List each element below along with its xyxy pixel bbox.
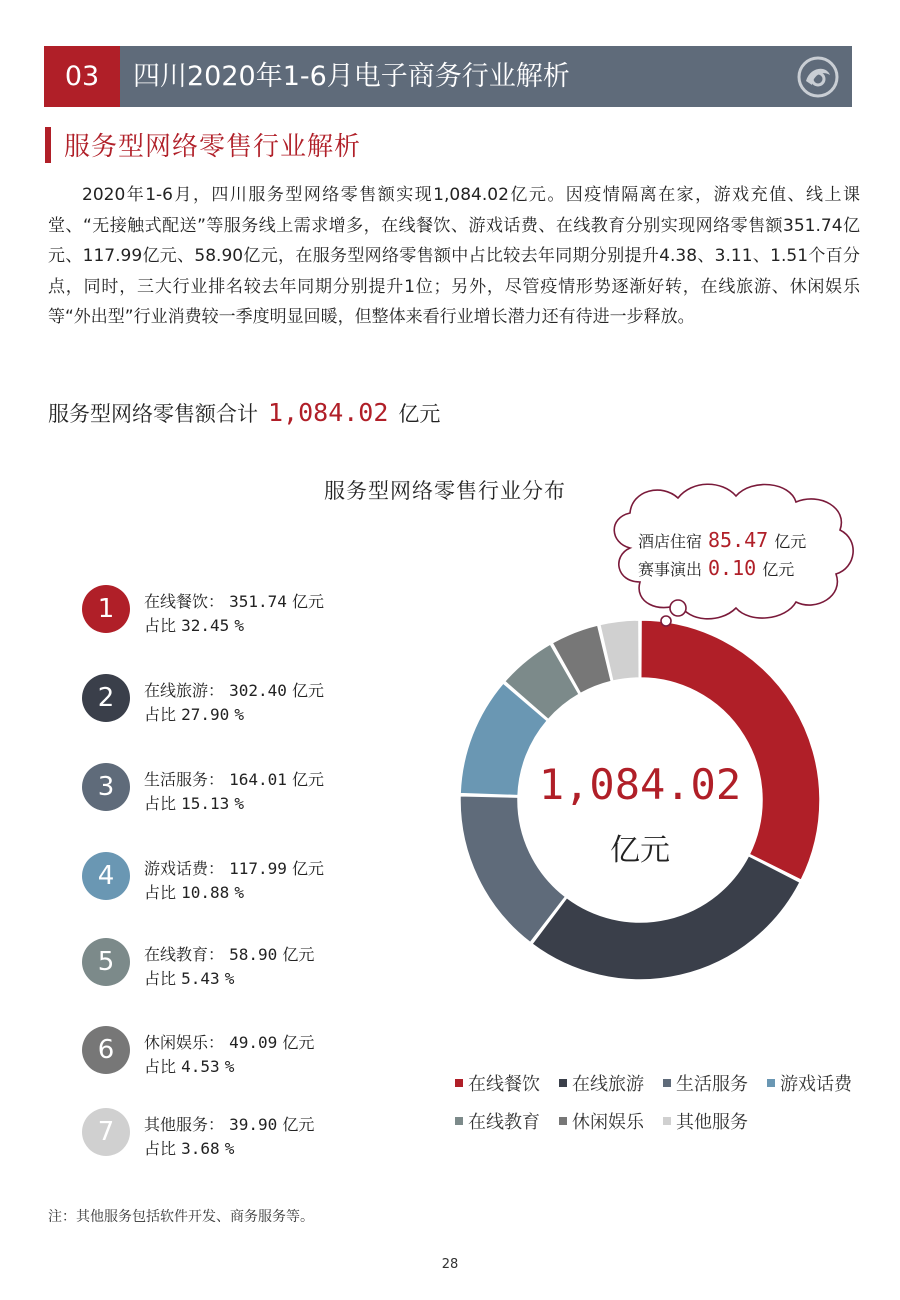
legend-item: 在线教育 <box>455 1108 540 1134</box>
rank-pct: 32.45 <box>181 616 230 635</box>
rank-name: 休闲娱乐： <box>144 1033 225 1052</box>
rank-unit: 亿元 <box>292 770 325 789</box>
rank-name: 在线旅游： <box>144 681 225 700</box>
rank-name-line <box>144 767 324 790</box>
rank-pct: 15.13 <box>181 794 230 813</box>
rank-name: 游戏话费： <box>144 859 225 878</box>
rank-pct-unit: % <box>234 794 245 813</box>
rank-pct-unit: % <box>234 705 245 724</box>
rank-pct-label: 占比 <box>144 969 177 988</box>
rank-value: 351.74 <box>229 592 287 611</box>
legend-swatch <box>767 1079 775 1087</box>
callout-unit: 亿元 <box>762 560 795 579</box>
rank-pct-label: 占比 <box>144 883 177 902</box>
callout-value: 0.10 <box>708 556 757 580</box>
rank-value: 302.40 <box>229 681 287 700</box>
total-unit: 亿元 <box>398 402 441 426</box>
header-bar <box>44 46 852 107</box>
rank-pct-line <box>144 1054 234 1077</box>
rank-pct-unit: % <box>234 883 245 902</box>
rank-badge: 1 <box>82 585 130 633</box>
rank-name: 生活服务： <box>144 770 225 789</box>
rank-name-line <box>144 856 324 879</box>
rank-pct-unit: % <box>224 1139 235 1158</box>
section-marker <box>45 127 51 163</box>
rank-name-line <box>144 589 324 612</box>
rank-unit: 亿元 <box>282 945 315 964</box>
callout-cloud-icon <box>600 478 860 628</box>
rank-name-line <box>144 1112 314 1135</box>
rank-pct-line <box>144 966 234 989</box>
legend-swatch <box>663 1117 671 1125</box>
rank-unit: 亿元 <box>292 681 325 700</box>
rank-pct-unit: % <box>234 616 245 635</box>
legend-swatch <box>559 1117 567 1125</box>
total-line <box>48 398 440 428</box>
rank-pct: 5.43 <box>181 969 220 988</box>
rank-value: 58.90 <box>229 945 278 964</box>
callout-name: 赛事演出 <box>638 560 703 579</box>
rank-item <box>82 585 402 645</box>
rank-item <box>82 763 402 823</box>
section-number: 03 <box>44 46 120 107</box>
rank-item <box>82 938 402 998</box>
callout-line <box>638 528 806 552</box>
rank-pct-label: 占比 <box>144 1057 177 1076</box>
rank-unit: 亿元 <box>282 1033 315 1052</box>
total-label: 服务型网络零售额合计 <box>48 402 258 426</box>
rank-pct: 4.53 <box>181 1057 220 1076</box>
legend-item: 其他服务 <box>663 1108 748 1134</box>
rank-pct: 27.90 <box>181 705 230 724</box>
rank-unit: 亿元 <box>292 592 325 611</box>
callout-value: 85.47 <box>708 528 769 552</box>
rank-pct-line <box>144 791 244 814</box>
page-title: 四川2020年1-6月电子商务行业解析 <box>133 61 570 92</box>
brand-logo-icon <box>796 55 840 99</box>
rank-badge: 7 <box>82 1108 130 1156</box>
legend-swatch <box>455 1079 463 1087</box>
callout-line <box>638 556 794 580</box>
rank-item <box>82 1108 402 1168</box>
rank-pct-label: 占比 <box>144 1139 177 1158</box>
total-value: 1,084.02 <box>268 398 389 427</box>
rank-unit: 亿元 <box>292 859 325 878</box>
rank-pct-line <box>144 1136 234 1159</box>
rank-unit: 亿元 <box>282 1115 315 1134</box>
rank-pct-label: 占比 <box>144 705 177 724</box>
rank-pct-line <box>144 880 244 903</box>
rank-value: 164.01 <box>229 770 287 789</box>
legend-item: 游戏话费 <box>767 1070 852 1096</box>
legend-swatch <box>455 1117 463 1125</box>
rank-item <box>82 852 402 912</box>
rank-name-line <box>144 942 314 965</box>
body-paragraph: 2020年1-6月，四川服务型网络零售额实现1,084.02亿元。因疫情隔离在家，游戏充值、线上课堂、“无接触式配送”等服务线上需求增多，在线餐饮、游戏话费、在线教育分别实现网络零售额351.74亿元、117.99亿元、58.90亿元，在服务型网络零售额中占比较去年同期分别提升4.38、3.11、1.51个百分点，同时，三大行业排名较去年同期分别提升1位；另外，尽管疫情形势逐渐好转，在线旅游、休闲娱乐等“外出型”行业消费较一季度明显回暖，但整体来看行业增长潜力还有待进一步释放。 <box>48 185 860 327</box>
footnote: 注：其他服务包括软件开发、商务服务等。 <box>48 1209 314 1225</box>
legend-item: 在线餐饮 <box>455 1070 540 1096</box>
rank-name: 在线餐饮： <box>144 592 225 611</box>
donut-center-unit: 亿元 <box>610 833 670 868</box>
rank-name-line <box>144 1030 314 1053</box>
rank-pct-label: 占比 <box>144 616 177 635</box>
rank-pct-label: 占比 <box>144 794 177 813</box>
rank-badge: 6 <box>82 1026 130 1074</box>
rank-name: 其他服务： <box>144 1115 225 1134</box>
rank-pct: 10.88 <box>181 883 230 902</box>
callout-unit: 亿元 <box>774 532 807 551</box>
rank-name-line <box>144 678 324 701</box>
rank-value: 39.90 <box>229 1115 278 1134</box>
legend-item: 生活服务 <box>663 1070 748 1096</box>
rank-pct-unit: % <box>224 1057 235 1076</box>
donut-slice-2 <box>532 856 800 980</box>
rank-pct-line <box>144 702 244 725</box>
donut-center-value: 1,084.02 <box>538 760 742 809</box>
rank-badge: 4 <box>82 852 130 900</box>
rank-pct: 3.68 <box>181 1139 220 1158</box>
rank-item <box>82 674 402 734</box>
rank-badge: 5 <box>82 938 130 986</box>
page-number: 28 <box>441 1257 459 1272</box>
legend-item: 休闲娱乐 <box>559 1108 644 1134</box>
rank-badge: 3 <box>82 763 130 811</box>
rank-value: 49.09 <box>229 1033 278 1052</box>
legend-swatch <box>559 1079 567 1087</box>
legend-item: 在线旅游 <box>559 1070 644 1096</box>
rank-name: 在线教育： <box>144 945 225 964</box>
rank-value: 117.99 <box>229 859 287 878</box>
section-title: 服务型网络零售行业解析 <box>64 132 362 162</box>
rank-item <box>82 1026 402 1086</box>
legend-swatch <box>663 1079 671 1087</box>
rank-pct-unit: % <box>224 969 235 988</box>
rank-pct-line <box>144 613 244 636</box>
rank-badge: 2 <box>82 674 130 722</box>
chart-title: 服务型网络零售行业分布 <box>324 479 566 503</box>
callout-name: 酒店住宿 <box>638 532 703 551</box>
